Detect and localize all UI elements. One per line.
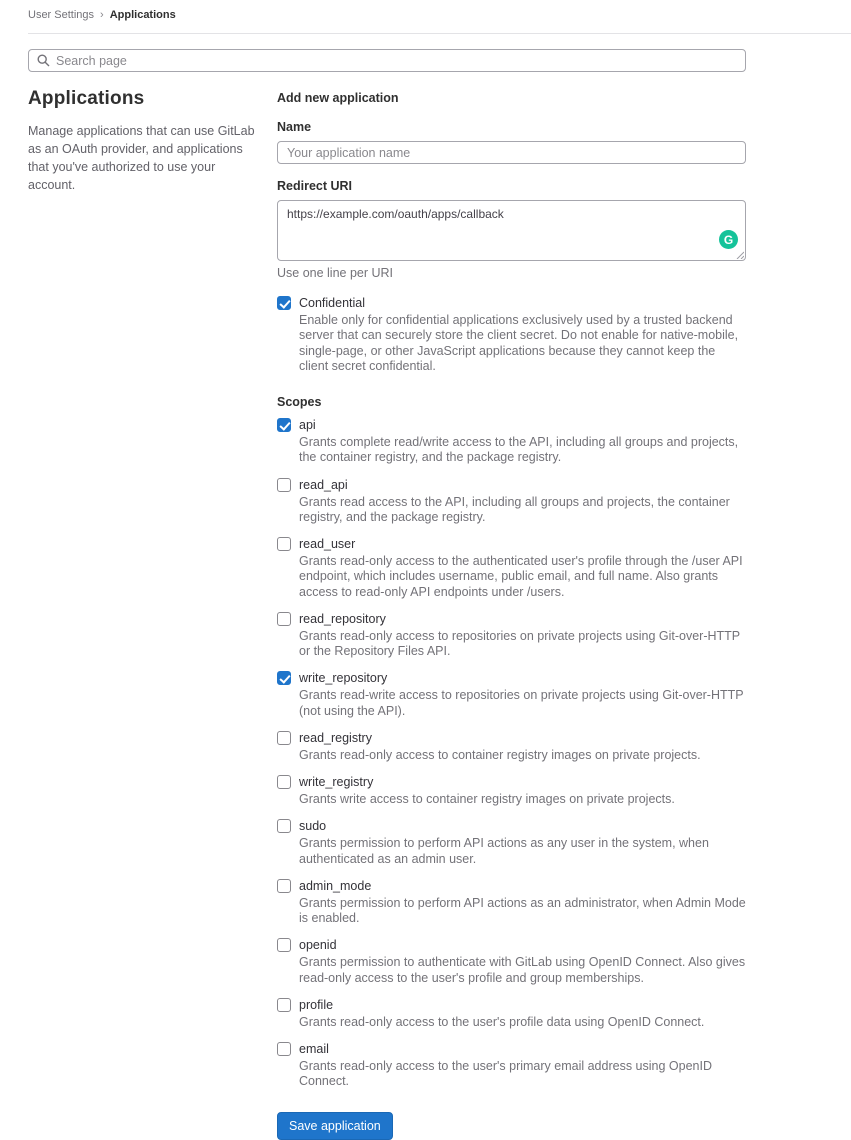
scope-description: Grants write access to container registry images on private projects. (299, 792, 675, 806)
add-application-form (277, 88, 746, 1140)
scope-checkbox[interactable] (277, 819, 291, 833)
scope-label[interactable]: write_registry (299, 775, 374, 789)
scope-description: Grants read-write access to repositories on private projects using Git-over-HTTP (not using the API). (299, 688, 744, 718)
breadcrumb-applications: Applications (109, 9, 176, 21)
scope-label[interactable]: read_registry (299, 730, 372, 745)
search-icon (37, 54, 50, 67)
scope-label[interactable]: email (299, 1042, 329, 1056)
scope-label[interactable]: api (299, 418, 316, 432)
scope-description: Grants read-only access to container registry images on private projects. (299, 747, 701, 762)
confidential-option (277, 296, 746, 374)
scope-checkbox[interactable] (277, 731, 291, 745)
scope-checkbox[interactable] (277, 938, 291, 952)
scope-description: Grants read-only access to repositories on private projects using Git-over-HTTP or the Repository Files API. (299, 628, 740, 658)
scope-description: Grants read-only access to the user's primary email address using OpenID Connect. (299, 1059, 712, 1089)
redirect-uri-label: Redirect URI (277, 179, 353, 193)
page-description: Manage applications that can use GitLab as an OAuth provider, and applications that you've authorized to use your account. (28, 124, 255, 193)
redirect-uri-field (277, 200, 746, 261)
scope-row (277, 775, 746, 807)
scope-row (277, 612, 746, 660)
scope-description: Grants read access to the API, including all groups and projects, the container registry, and the package registry. (299, 494, 730, 524)
breadcrumb-user-settings-link[interactable]: User Settings (28, 9, 95, 21)
scope-label[interactable]: write_repository (299, 671, 388, 686)
section-intro (28, 88, 277, 1140)
scope-label[interactable]: read_api (299, 477, 348, 492)
scope-checkbox[interactable] (277, 537, 291, 551)
search-input[interactable] (56, 54, 737, 68)
scope-description: Grants read-only access to the authenticated user's profile through the /user API endpoint, which includes username, public email, and full name. Also grants access to read-only API endpoints under /users. (299, 554, 743, 599)
scope-row (277, 819, 746, 867)
scope-label[interactable]: read_repository (299, 611, 386, 626)
resize-handle-icon[interactable] (735, 250, 744, 259)
breadcrumb-separator-icon: › (100, 9, 104, 21)
scopes-list (277, 418, 746, 1090)
redirect-uri-help: Use one line per URI (277, 266, 394, 280)
scope-label[interactable]: read_user (299, 537, 356, 551)
main-content (0, 72, 851, 1140)
search-row (0, 34, 851, 72)
scope-row (277, 418, 746, 466)
scope-row (277, 671, 746, 719)
confidential-checkbox[interactable] (277, 296, 291, 310)
search-box[interactable] (28, 49, 746, 72)
scope-row (277, 478, 746, 526)
scope-label[interactable]: admin_mode (299, 878, 372, 893)
scope-row (277, 879, 746, 927)
scope-description: Grants permission to authenticate with GitLab using OpenID Connect. Also gives read-only access to the user's profile and group memberships. (299, 955, 746, 985)
scope-checkbox[interactable] (277, 612, 291, 626)
scope-row (277, 998, 746, 1030)
scope-row (277, 537, 746, 600)
scope-checkbox[interactable] (277, 775, 291, 789)
form-section-title: Add new application (277, 91, 399, 105)
scope-checkbox[interactable] (277, 478, 291, 492)
scopes-label: Scopes (277, 395, 322, 409)
scope-description: Grants permission to perform API actions as an administrator, when Admin Mode is enabled. (299, 895, 746, 925)
scope-row (277, 1042, 746, 1090)
scope-label[interactable]: sudo (299, 819, 327, 834)
breadcrumb (0, 0, 851, 29)
scope-label[interactable]: openid (299, 938, 337, 953)
scope-checkbox[interactable] (277, 1042, 291, 1056)
name-label: Name (277, 120, 312, 134)
scope-checkbox[interactable] (277, 998, 291, 1012)
scope-checkbox[interactable] (277, 418, 291, 432)
confidential-label[interactable]: Confidential (299, 296, 366, 310)
save-application-button[interactable]: Save application (277, 1112, 393, 1140)
scope-description: Grants read-only access to the user's profile data using OpenID Connect. (299, 1014, 705, 1029)
scope-row (277, 938, 746, 986)
scope-row (277, 731, 746, 763)
application-name-input[interactable] (277, 141, 746, 164)
scope-checkbox[interactable] (277, 671, 291, 685)
page-title: Applications (28, 88, 145, 109)
scope-description: Grants permission to perform API actions as any user in the system, when authenticated as an admin user. (299, 836, 709, 866)
scope-checkbox[interactable] (277, 879, 291, 893)
redirect-uri-textarea[interactable] (277, 200, 746, 261)
grammarly-icon[interactable]: G (719, 230, 738, 249)
confidential-description: Enable only for confidential applications exclusively used by a trusted backend server that can securely store the client secret. Do not enable for native-mobile, single-page, or other JavaScript applications because they cannot keep the client secret confidential. (299, 313, 739, 373)
scope-label[interactable]: profile (299, 997, 334, 1012)
scope-description: Grants complete read/write access to the API, including all groups and projects, the container registry, and the package registry. (299, 435, 739, 465)
